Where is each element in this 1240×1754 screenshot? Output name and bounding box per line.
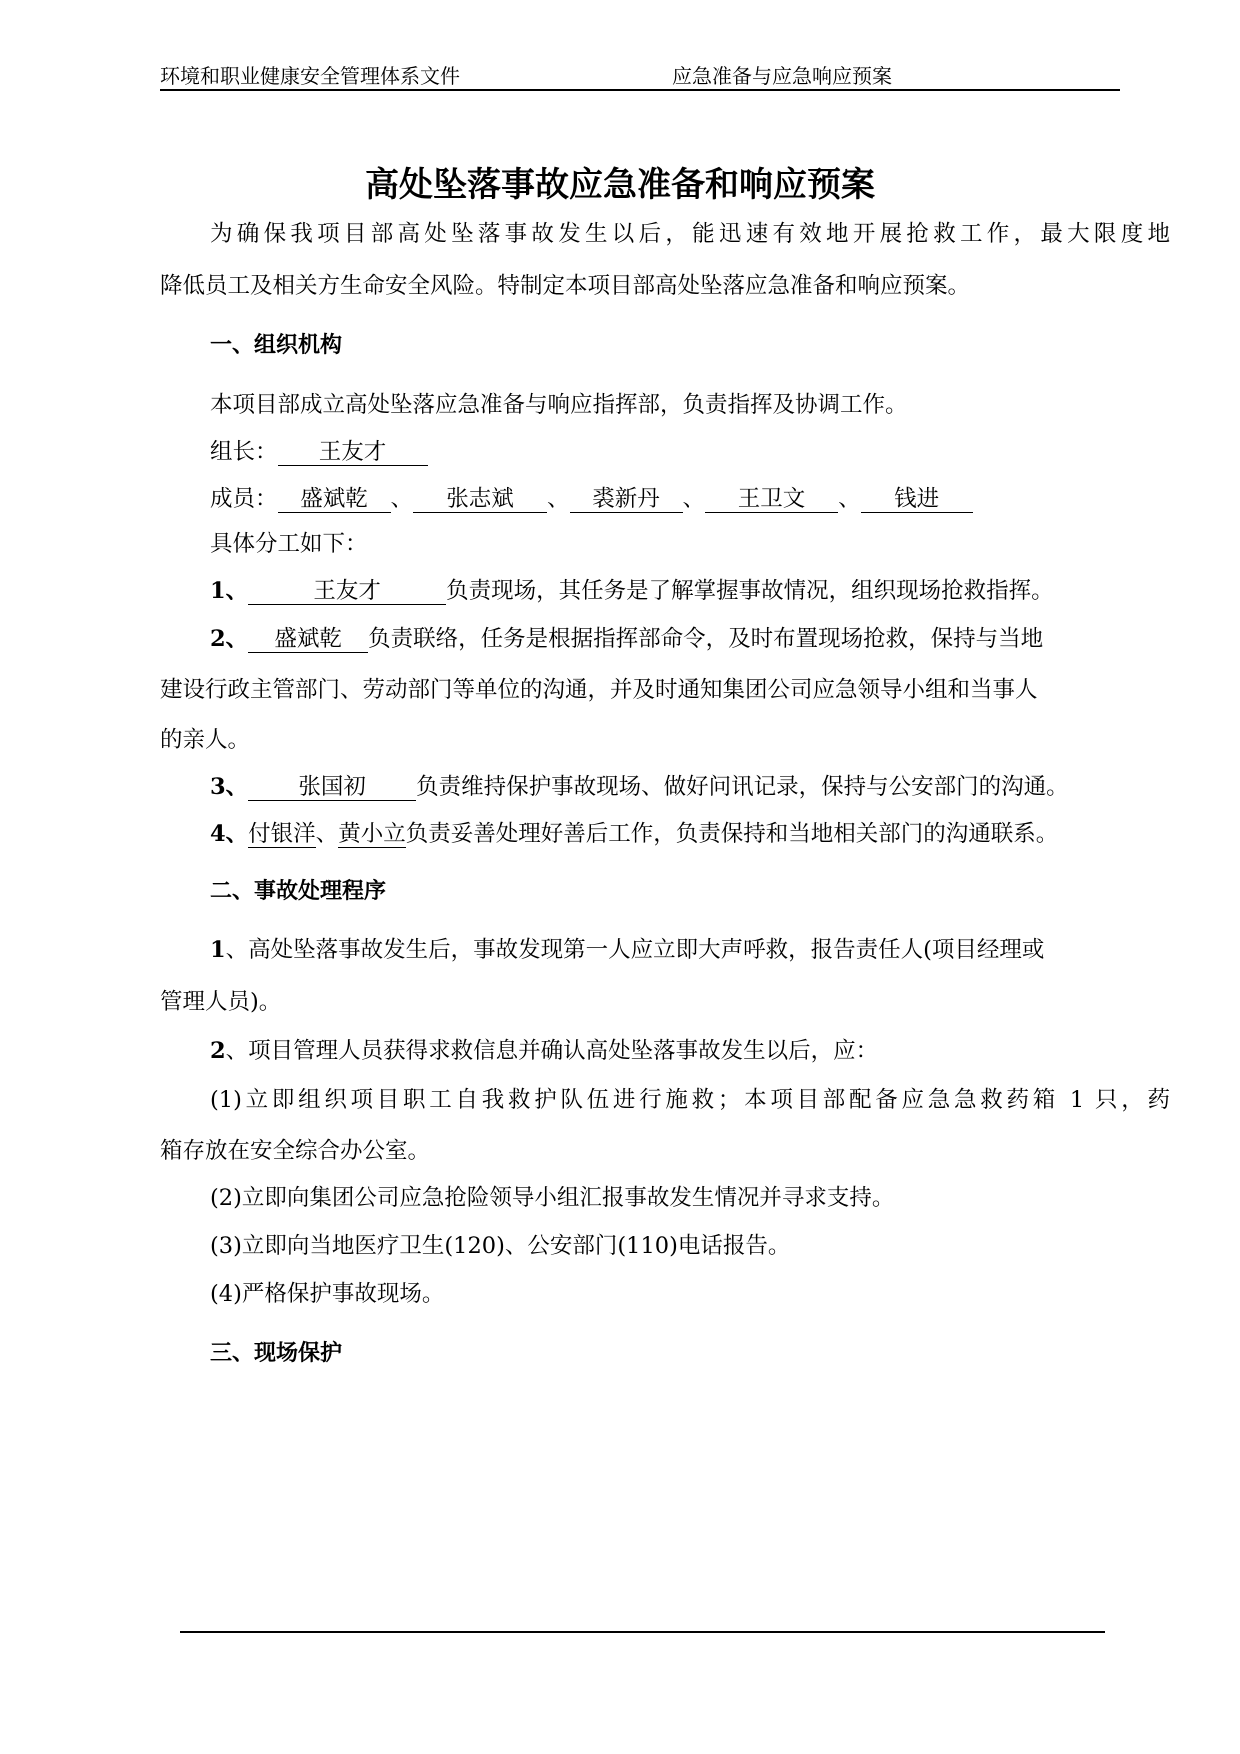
section-heading-procedure: 二、事故处理程序: [210, 879, 387, 904]
leader-label: 组长：: [210, 439, 278, 465]
duty-person: 张国初: [248, 774, 416, 801]
duty-item-1: [160, 573, 1170, 605]
member-separator: 、: [838, 486, 861, 512]
leader-name: 王友才: [278, 439, 428, 466]
section-heading-site-protection: 三、现场保护: [210, 1341, 343, 1366]
page-header: [160, 60, 1120, 92]
duty-text: 负责维持保护事故现场、做好问讯记录，保持与公安部门的沟通。: [416, 774, 1069, 800]
step-number: 2: [210, 1038, 226, 1064]
duty-item-3: [160, 769, 1170, 801]
member-name: 张志斌: [413, 486, 547, 513]
duty-person: 黄小立: [338, 821, 406, 847]
procedure-step-2: [160, 1033, 1170, 1065]
members-label: 成员：: [210, 486, 278, 512]
member-separator: 、: [547, 486, 570, 512]
procedure-step-1-continued: 管理人员)。: [160, 989, 282, 1015]
duty-text: 负责妥善处理好善后工作，负责保持和当地相关部门的沟通联系。: [405, 821, 1059, 847]
member-name: 裘新丹: [570, 486, 683, 513]
duty-person: 盛斌乾: [248, 626, 368, 653]
organization-intro: 本项目部成立高处坠落应急准备与响应指挥部，负责指挥及协调工作。: [210, 392, 908, 418]
document-title: 高处坠落事故应急准备和响应预案: [365, 165, 875, 205]
member-separator: 、: [390, 486, 414, 512]
duty-person: 王友才: [248, 578, 446, 605]
procedure-item-4: (4)严格保护事故现场。: [210, 1281, 445, 1307]
member-separator: 、: [682, 486, 706, 512]
duty-text: 负责现场，其任务是了解掌握事故情况，组织现场抢救指挥。: [446, 578, 1054, 604]
duty-item-2-continued: 建设行政主管部门、劳动部门等单位的沟通，并及时通知集团公司应急领导小组和当事人: [160, 677, 1038, 703]
member-name: 王卫文: [705, 486, 838, 513]
header-doc-system: 环境和职业健康安全管理体系文件: [160, 64, 460, 88]
step-text: 、项目管理人员获得求救信息并确认高处坠落事故发生以后，应：: [225, 1038, 879, 1064]
procedure-step-1: [160, 932, 1170, 964]
intro-line-2: 降低员工及相关方生命安全风险。特制定本项目部高处坠落应急准备和响应预案。: [160, 273, 971, 299]
procedure-item-2: (2)立即向集团公司应急抢险领导小组汇报事故发生情况并寻求支持。: [210, 1185, 895, 1211]
procedure-item-3: (3)立即向当地医疗卫生(120)、公安部门(110)电话报告。: [210, 1233, 791, 1259]
footer-divider: [180, 1631, 1105, 1633]
duty-item-2: [160, 621, 1170, 653]
step-number: 1: [210, 937, 226, 963]
duty-number: 2、: [210, 626, 249, 652]
duty-number: 1、: [210, 578, 249, 604]
procedure-item-1: (1)立即组织项目职工自我救护队伍进行施救；本项目部配备应急急救药箱 1 只，药: [210, 1087, 1170, 1113]
duty-separator: 、: [315, 821, 339, 847]
duty-number: 4、: [210, 821, 249, 847]
header-divider: [160, 89, 1120, 91]
duty-person: 付银洋: [248, 821, 316, 847]
division-intro: 具体分工如下：: [210, 531, 368, 557]
duty-item-4: [160, 816, 1170, 848]
procedure-item-1-continued: 箱存放在安全综合办公室。: [160, 1138, 431, 1164]
step-text: 、高处坠落事故发生后，事故发现第一人应立即大声呼救，报告责任人(项目经理或: [225, 937, 1045, 963]
leader-row: [160, 434, 1170, 466]
duty-number: 3、: [210, 774, 249, 800]
member-name: 钱进: [861, 486, 973, 513]
header-doc-title: 应急准备与应急响应预案: [672, 64, 892, 88]
duty-item-2-continued: 的亲人。: [160, 727, 251, 753]
member-name: 盛斌乾: [278, 486, 391, 513]
intro-line-1: 为确保我项目部高处坠落事故发生以后，能迅速有效地开展抢救工作，最大限度地: [210, 221, 1170, 247]
section-heading-organization: 一、组织机构: [210, 333, 343, 358]
members-row: [160, 481, 1170, 513]
duty-text: 负责联络，任务是根据指挥部命令，及时布置现场抢救，保持与当地: [368, 626, 1044, 652]
